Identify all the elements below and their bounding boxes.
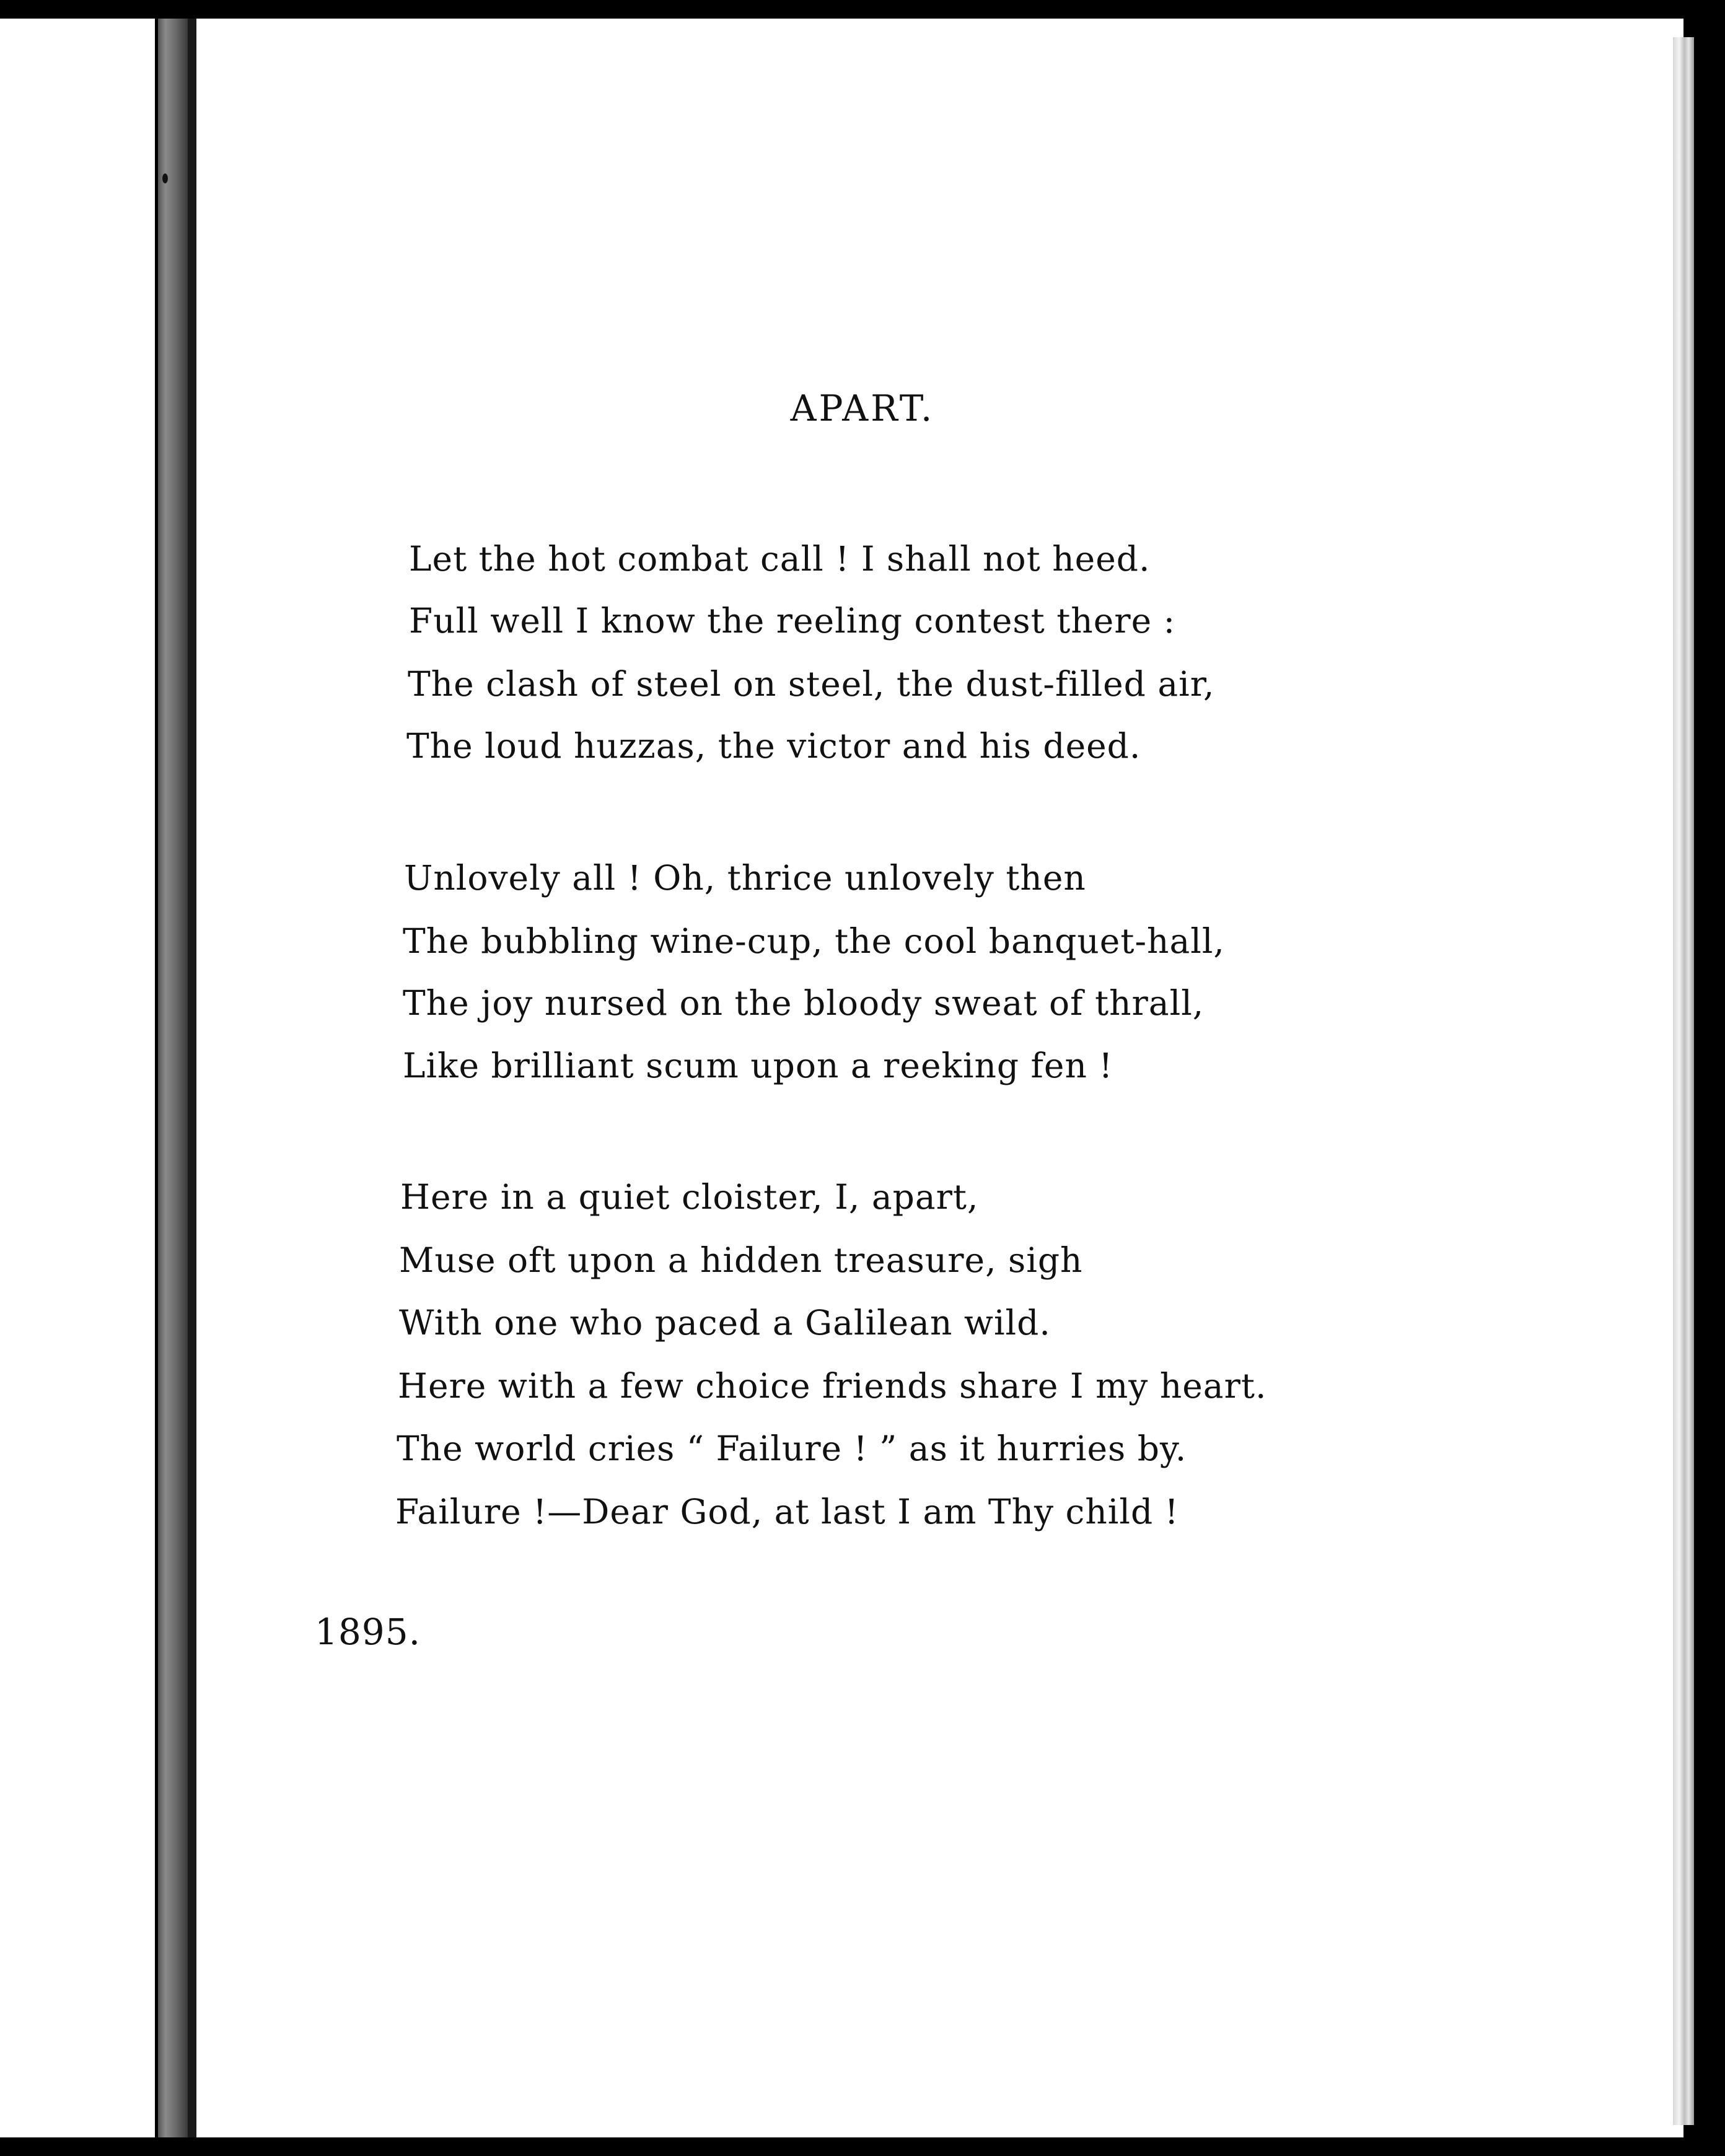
poem-line: Full well I know the reeling contest there :	[409, 601, 1176, 641]
poem-line: Muse oft upon a hidden treasure, sigh	[399, 1240, 1083, 1280]
binding-shadow	[158, 19, 188, 2137]
poem-line: Failure !—Dear God, at last I am Thy child !	[395, 1492, 1179, 1532]
poem-line: The joy nursed on the bloody sweat of thrall,	[403, 983, 1205, 1023]
page-leaves-edge	[1673, 37, 1694, 2125]
poem-line: Here in a quiet cloister, I, apart,	[400, 1177, 979, 1217]
poem-title: APART.	[790, 387, 935, 429]
scan-border-right	[1694, 19, 1725, 2156]
poem-line: Like brilliant scum upon a reeking fen !	[403, 1046, 1113, 1085]
poem-line: The world cries “ Failure ! ” as it hurries by.	[397, 1429, 1187, 1468]
ink-speck	[162, 173, 168, 183]
facing-page-edge	[0, 19, 155, 2137]
poem-date: 1895.	[315, 1611, 421, 1653]
poem-line: Here with a few choice friends share I my heart.	[398, 1366, 1267, 1406]
poem-line: The bubbling wine-cup, the cool banquet-hall,	[403, 921, 1225, 961]
poem-line: Let the hot combat call ! I shall not heed.	[409, 539, 1151, 579]
poem-line: Unlovely all ! Oh, thrice unlovely then	[404, 858, 1086, 898]
poem-line: With one who paced a Galilean wild.	[399, 1303, 1051, 1343]
poem-line: The clash of steel on steel, the dust-filled air,	[408, 664, 1215, 704]
binding-edge	[188, 19, 196, 2137]
poem-line: The loud huzzas, the victor and his deed.	[406, 726, 1141, 766]
